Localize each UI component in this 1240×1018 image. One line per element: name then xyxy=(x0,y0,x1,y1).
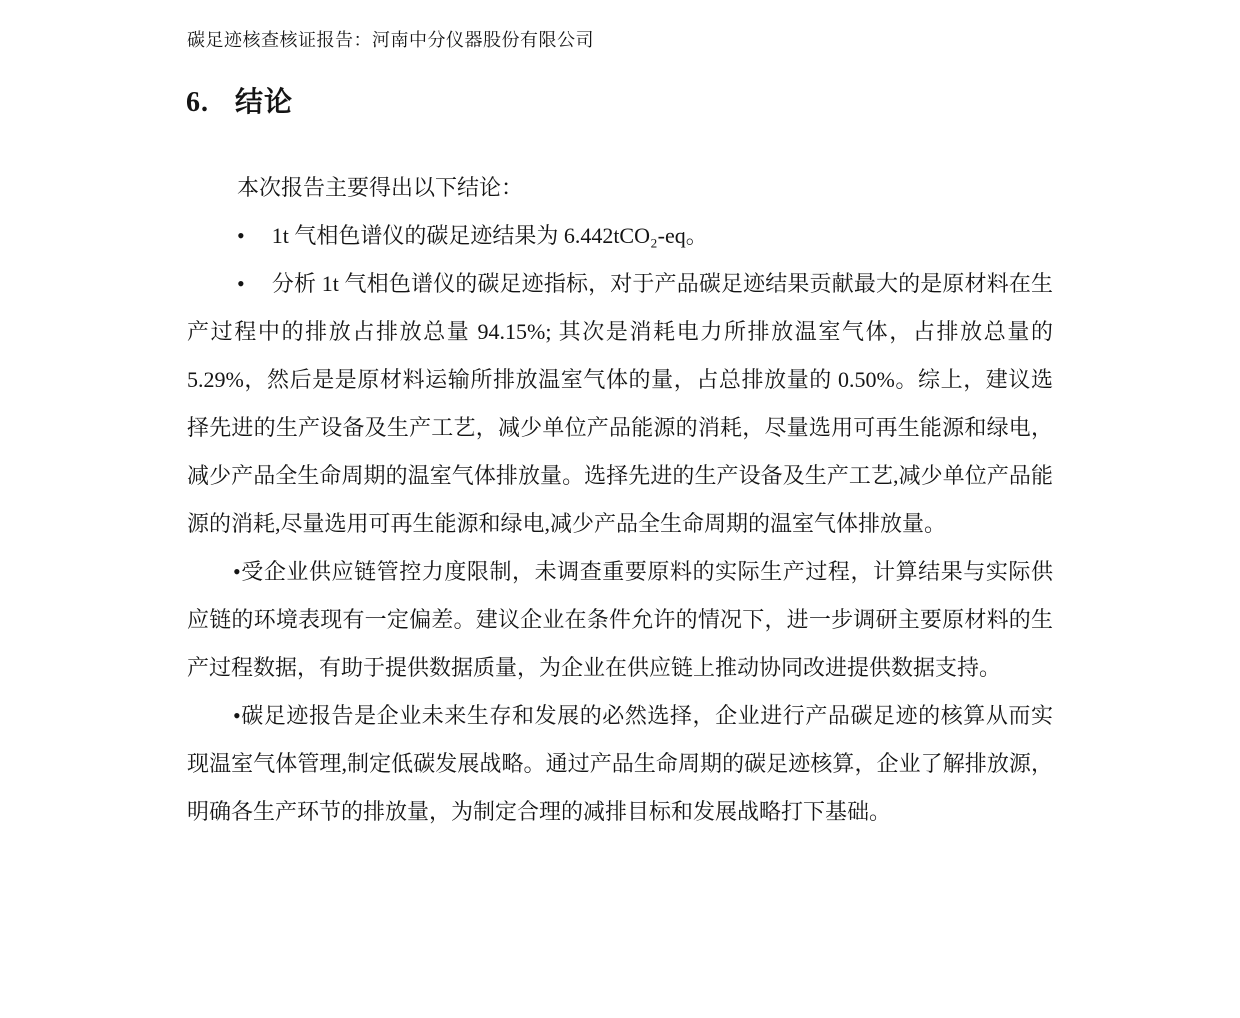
section-number: 6. xyxy=(186,87,209,118)
bullet-text: 碳足迹报告是企业未来生存和发展的必然选择，企业进行产品碳足迹的核算从而实现温室气体管理,制定低碳发展战略。通过产品生命周期的碳足迹核算，企业了解排放源，明确各生产环节的排放量，为制定合理的减排目标和发展战略打下基础。 xyxy=(187,703,1053,824)
intro-paragraph: 本次报告主要得出以下结论： xyxy=(237,175,524,200)
body-text xyxy=(187,164,1053,836)
bullet-text: 分析 1t 气相色谱仪的碳足迹指标，对于产品碳足迹结果贡献最大的是原材料在生产过程中的排放占排放总量 94.15%; 其次是消耗电力所排放温室气体，占排放总量的 5.29%，然后是是原材料运输所排放温室气体的量，占总排放量的 0.50%。综上，建议选择先进的生产设备及生产工艺，减少单位产品能源的消耗，尽量选用可再生能源和绿电，减少产品全生命周期的温室气体排放量。选择先进的生产设备及生产工艺,减少单位产品能源的消耗,尽量选用可再生能源和绿电,减少产品全生命周期的温室气体排放量。 xyxy=(187,271,1053,536)
bullet-text: 受企业供应链管控力度限制，未调查重要原料的实际生产过程，计算结果与实际供应链的环境表现有一定偏差。建议企业在条件允许的情况下，进一步调研主要原材料的生产过程数据，有助于提供数据质量，为企业在供应链上推动协同改进提供数据支持。 xyxy=(187,559,1053,680)
bullet-item-result xyxy=(187,212,1053,260)
running-header: 碳足迹核查核证报告：河南中分仪器股份有限公司 xyxy=(187,30,594,50)
bullet-text: 1t 气相色谱仪的碳足迹结果为 6.442tCO₂-eq。 xyxy=(271,223,708,248)
bullet-icon: • xyxy=(237,223,245,248)
bullet-item-supply-chain xyxy=(187,548,1053,692)
bullet-icon: • xyxy=(233,559,241,584)
section-title: 结论 xyxy=(235,87,294,118)
bullet-icon: • xyxy=(233,703,241,728)
bullet-item-analysis xyxy=(187,260,1053,548)
bullet-item-strategy xyxy=(187,692,1053,836)
bullet-icon: • xyxy=(237,271,245,296)
section-heading xyxy=(186,80,293,120)
